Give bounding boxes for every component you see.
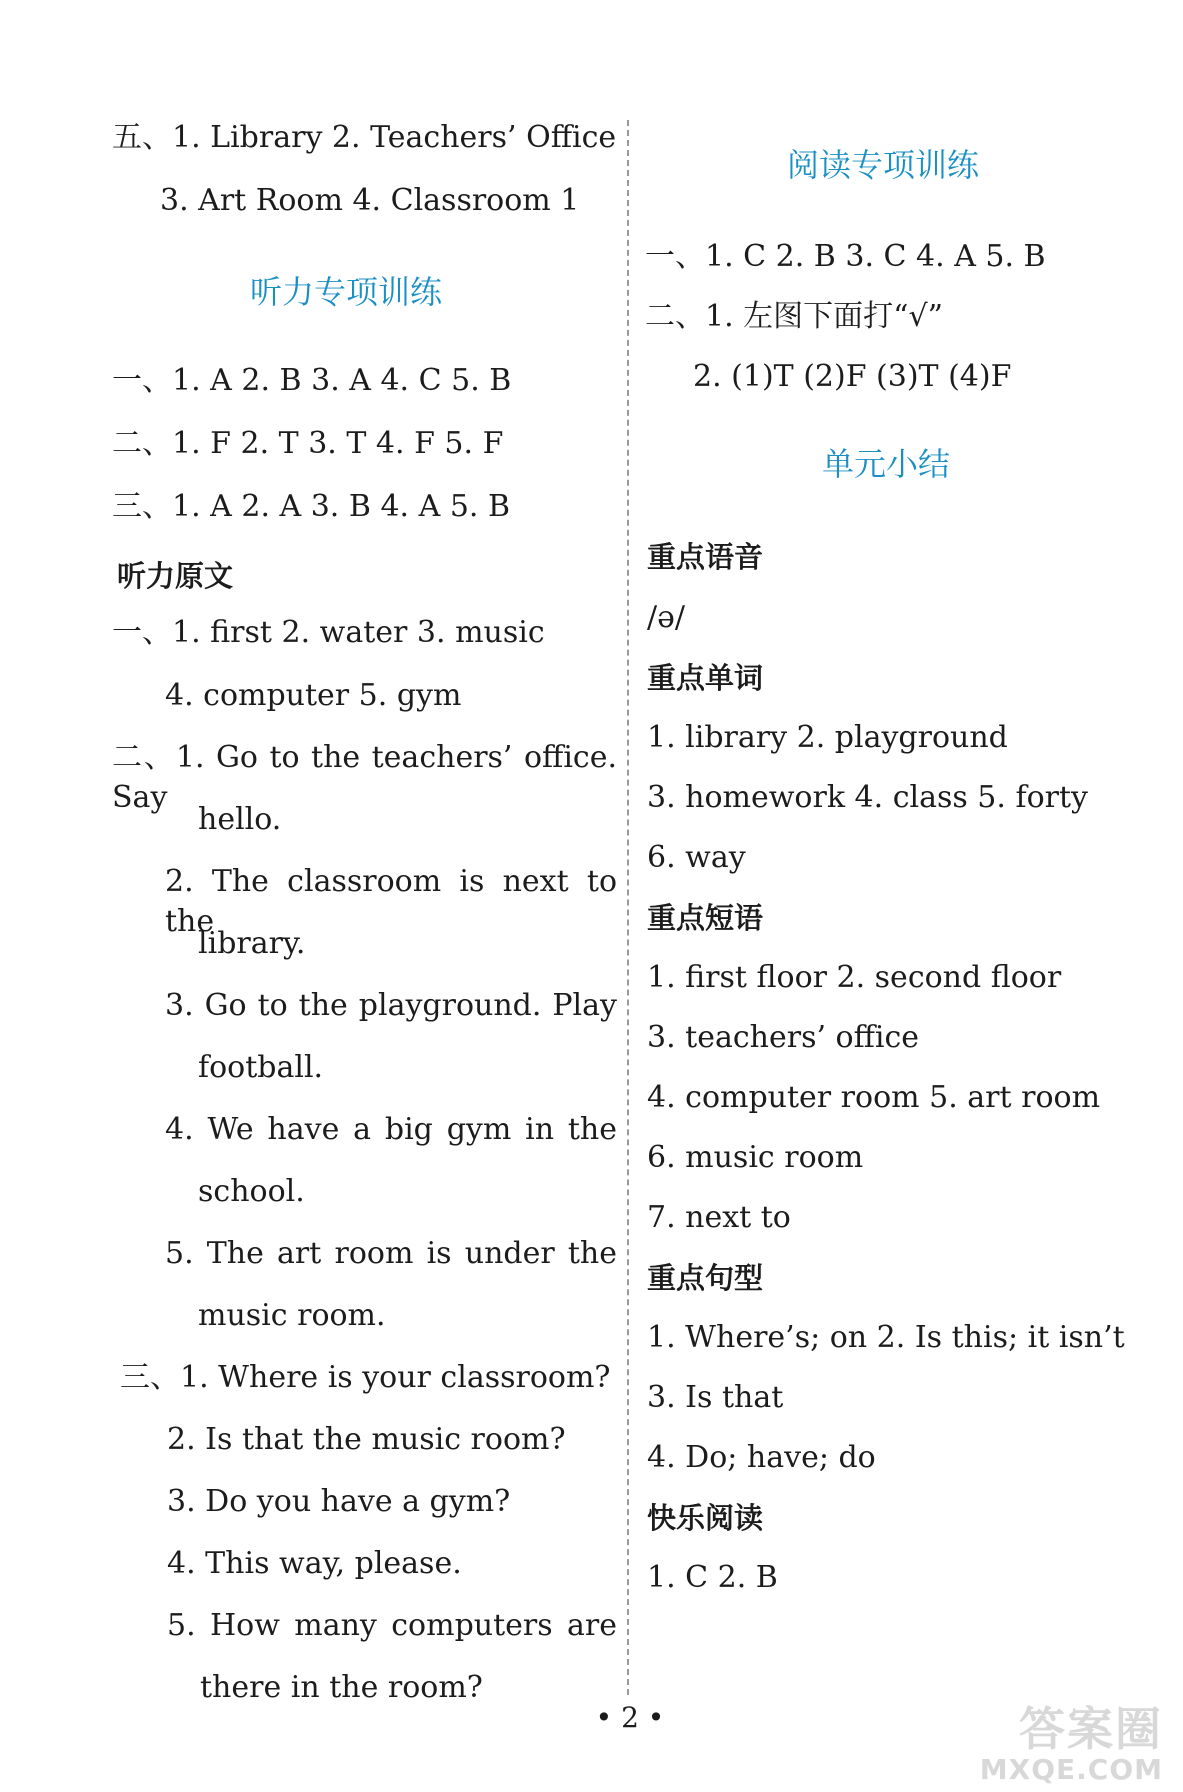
transcript-line: 3. Do you have a gym?	[167, 1484, 511, 1519]
answer-line: 二、1. F 2. T 3. T 4. F 5. F	[112, 426, 504, 461]
transcript-line: 3. Go to the playground. Play	[165, 988, 617, 1023]
phrase-line: 3. teachers’ office	[647, 1020, 920, 1055]
word-line: 1. library 2. playground	[647, 720, 1008, 755]
answer-line: 三、1. A 2. A 3. B 4. A 5. B	[112, 489, 511, 524]
transcript-line: 4. This way, please.	[167, 1546, 462, 1581]
answer-line: 2. (1)T (2)F (3)T (4)F	[693, 359, 1012, 394]
phrase-line: 6. music room	[647, 1140, 864, 1175]
heading-happy-reading: 快乐阅读	[647, 1501, 764, 1535]
answer-line: 一、1. C 2. B 3. C 4. A 5. B	[645, 239, 1046, 274]
transcript-line: 5. How many computers are	[167, 1608, 617, 1643]
happy-reading-answers: 1. C 2. B	[647, 1560, 778, 1595]
transcript-line: 2. Is that the music room?	[167, 1422, 566, 1457]
transcript-line: library.	[198, 926, 306, 961]
transcript-line: 5. The art room is under the	[165, 1236, 617, 1271]
answer-line: 二、1. 左图下面打“√”	[645, 299, 943, 334]
transcript-line: music room.	[198, 1298, 386, 1333]
answer-line: 一、1. A 2. B 3. A 4. C 5. B	[112, 363, 512, 398]
heading-phrases: 重点短语	[647, 901, 764, 935]
heading-transcript: 听力原文	[117, 559, 234, 593]
word-line: 6. way	[647, 840, 746, 875]
sentence-line: 4. Do; have; do	[647, 1440, 876, 1475]
phrase-line: 4. computer room 5. art room	[647, 1080, 1101, 1115]
phonics-value: /ə/	[647, 600, 685, 635]
column-divider	[627, 120, 629, 1695]
watermark-logo-text: 答案圈	[1019, 1702, 1163, 1756]
heading-words: 重点单词	[647, 661, 764, 695]
heading-phonics: 重点语音	[647, 540, 764, 574]
phrase-line: 1. first floor 2. second floor	[647, 960, 1062, 995]
transcript-line: 一、1. first 2. water 3. music	[112, 615, 545, 650]
watermark-site: MXQE.COM	[979, 1753, 1163, 1786]
transcript-line: 二、1. Go to the teachers’ office. Say	[112, 740, 617, 815]
answer-line: 3. Art Room 4. Classroom 1	[160, 183, 580, 218]
transcript-line: there in the room?	[200, 1670, 483, 1705]
transcript-line: 4. computer 5. gym	[165, 678, 462, 713]
phrase-line: 7. next to	[647, 1200, 791, 1235]
transcript-line: 2. The classroom is next to the	[165, 864, 617, 939]
page-number: • 2 •	[595, 1701, 665, 1734]
transcript-line: 4. We have a big gym in the	[165, 1112, 617, 1147]
watermark	[980, 1704, 1163, 1786]
answer-line: 五、1. Library 2. Teachers’ Office	[112, 120, 617, 155]
word-line: 3. homework 4. class 5. forty	[647, 780, 1088, 815]
transcript-line: hello.	[198, 802, 282, 837]
transcript-line: football.	[198, 1050, 324, 1085]
transcript-line: school.	[198, 1174, 305, 1209]
transcript-line: 三、1. Where is your classroom?	[120, 1360, 611, 1395]
sentence-line: 3. Is that	[647, 1380, 784, 1415]
sentence-line: 1. Where’s; on 2. Is this; it isn’t	[647, 1320, 1125, 1355]
heading-sentences: 重点句型	[647, 1261, 764, 1295]
section-title-listening: 听力专项训练	[250, 273, 443, 311]
section-title-reading: 阅读专项训练	[787, 146, 980, 184]
section-title-unit-summary: 单元小结	[822, 445, 951, 483]
